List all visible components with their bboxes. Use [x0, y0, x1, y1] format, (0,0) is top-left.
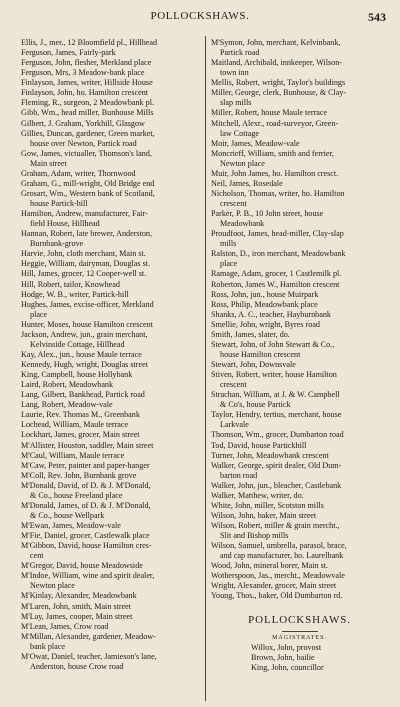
directory-entry: Taylor, Hendry, tertius, merchant, house [211, 410, 342, 420]
right-column-entries [211, 38, 388, 602]
directory-entry: White, John, miller, Scotston mills [211, 500, 324, 510]
directory-entry: M'Donald, James, of D. & J. M'Donald, [21, 500, 151, 510]
entry-continuation: Slit and Bishop mills [220, 531, 289, 541]
directory-entry: Turner, John, Meadowbank crescent [211, 450, 329, 460]
directory-entry: Ralston, D., iron merchant, Meadowbank [211, 249, 346, 259]
entry-continuation: Partick road [220, 48, 260, 58]
entry-continuation: and cap manufacturer, ho. Laurelbank [220, 551, 344, 561]
directory-entry: Smith, James, slater, do. [211, 329, 290, 339]
directory-entry: Smellie, John, wright, Byres road [211, 319, 320, 329]
directory-entry: Kay, Alex., jun., house Maule terrace [21, 349, 142, 359]
magistrate-entry: King, John, councillor [251, 662, 324, 672]
directory-entry: Ross, Philip, Meadowbank place [211, 299, 318, 309]
directory-entry: Stewart, John, of John Stewart & Co., [211, 339, 335, 349]
directory-entry: Ferguson, John, flesher, Merkland place [21, 58, 152, 68]
directory-entry: Muir, John James, ho. Hamilton cresct. [211, 168, 339, 178]
directory-entry: M'Lean, James, Crow road [21, 621, 109, 631]
entry-continuation: field House, Hillhead [30, 219, 100, 229]
directory-entry: Wotherspoon, Jas., mercht., Meadowvale [211, 571, 345, 581]
directory-entry: Hunter, Moses, house Hamilton crescent [21, 319, 153, 329]
directory-entry: Gilbert, J. Graham, Yorkhill, Glasgow [21, 118, 145, 128]
entry-continuation: place [220, 259, 238, 269]
entry-continuation: law Cottage [220, 128, 260, 138]
entry-continuation: Newton place [30, 581, 75, 591]
directory-entry: M'Allister, Houston, saddler, Main street [21, 440, 154, 450]
directory-entry: M'Ewan, James, Meadow-vale [21, 521, 121, 530]
left-column [21, 38, 201, 672]
entry-continuation: crescent [220, 199, 247, 208]
directory-entry: Proudfoot, James, head-miller, Clay-slap [211, 229, 344, 239]
directory-entry: Walker, Matthew, writer, do. [211, 490, 304, 500]
directory-entry: Thomson, Wm., grocer, Dumbarton road [211, 430, 344, 440]
directory-entry: Parker, P. B., 10 John street, house [211, 209, 324, 219]
directory-entry: Fleming, R., surgeon, 2 Meadowbank pl. [21, 98, 154, 108]
directory-entry: M'Laren, John, smith, Main street [21, 601, 132, 611]
directory-entry: Hill, James, grocer, 12 Cooper-well st. [21, 269, 147, 279]
directory-entry: Hannan, Robert, late brewer, Anderston, [21, 229, 152, 239]
entry-continuation: mills [220, 239, 237, 249]
section-title: POLLOCKSHAWS. [248, 613, 351, 626]
directory-entry: M'Caul, William, Maule terrace [21, 450, 125, 460]
column-divider [205, 36, 206, 701]
directory-entry: Mitchell, Alexr., road-surveyor, Green- [211, 118, 339, 128]
entry-continuation: Kelvinside Cottage, Hillhead [30, 339, 125, 349]
directory-entry: Young, Thos., baker, Old Dumbarton rd. [211, 591, 343, 601]
directory-entry: Lang, Robert, Meadow-vale [21, 400, 113, 410]
entry-continuation: Burnbank-grove [30, 239, 84, 249]
directory-entry: Lochead, William, Maule terrace [21, 420, 129, 430]
directory-entry: Hill, Robert, tailor, Knowhead [21, 279, 120, 289]
entry-continuation: bank place [30, 641, 65, 651]
entry-continuation: Newton place [220, 158, 265, 168]
entry-continuation: Larkvale [220, 420, 249, 430]
directory-entry: King, Campbell, house Hollybank [21, 370, 133, 380]
directory-entry: Laird, Robert, Meadowbank [21, 380, 114, 390]
directory-entry: Walker, George, spirit dealer, Old Dum- [211, 460, 342, 470]
directory-entry: Mellis, Robert, wright, Taylor's buildings [211, 78, 346, 88]
directory-entry: M'Millan, Alexander, gardener, Meadow- [21, 631, 156, 641]
directory-entry: Neil, James, Rosedale [211, 178, 283, 188]
directory-entry: M'Coll, Rev. John, Burnbank grove [21, 470, 137, 480]
directory-entry: Maitland, Archibald, innkeeper, Wilson- [211, 58, 342, 68]
directory-entry: Hughes, James, excise-officer, Merkland [21, 299, 154, 309]
directory-entry: Strachan, William, at J. & W. Campbell [211, 390, 340, 400]
directory-entry: Gow, James, victualler, Thomson's land, [21, 148, 152, 158]
directory-entry: Gibb, Wm., head miller, Bunhouse Mills [21, 108, 154, 118]
directory-entry: M'Lay, James, cooper, Main street [21, 611, 133, 621]
directory-entry: Finlayson, James, writer, Hillside House [21, 78, 153, 88]
entry-continuation: house Partick-hill [30, 199, 88, 208]
directory-entry: Stewart, John, Downsvale [211, 360, 296, 369]
directory-entry: Harvie, John, cloth merchant, Main st. [21, 249, 146, 259]
directory-entry: Heggie, William, dairyman, Douglas st. [21, 259, 151, 269]
right-column [211, 38, 388, 673]
directory-entry: Ramage, Adam, grocer, 1 Castlemilk pl. [211, 269, 342, 279]
directory-entry: Finlayson, John, ho. Hamilton crescent [21, 88, 149, 98]
entry-continuation: house over Newton, Partick road [30, 138, 137, 148]
directory-entry: Ross, John, jun., house Muirpark [211, 289, 319, 299]
directory-entry: M'Donald, David, of D. & J. M'Donald, [21, 480, 151, 490]
directory-entry: Roberton, James W., Hamilton crescent [211, 279, 340, 289]
directory-entry: Shanks, A. C., teacher, Hayburnbank [211, 309, 331, 319]
entry-continuation: cent [30, 551, 44, 561]
directory-entry: Wilson, Robert, miller & grain mercht., [211, 521, 340, 530]
page-header [0, 10, 400, 28]
directory-entry: Tod, David, house Partickhill [211, 440, 307, 450]
entry-continuation: Anderston, house Crow road [30, 661, 124, 671]
directory-entry: Miller, Robert, house Maule terrace [211, 108, 328, 118]
directory-entry: Ferguson, Mrs, 3 Meadow-bank place [21, 68, 145, 78]
pollockshaws-section [211, 614, 388, 673]
directory-entry: Hodge, W. B., writer, Partick-hill [21, 289, 129, 299]
directory-entry: Wright, Alexander, grocer, Main street [211, 581, 337, 591]
directory-entry: Ferguson, James, Fairly-park [21, 48, 116, 58]
section-rule [282, 631, 318, 632]
directory-entry: M'Kinlay, Alexander, Meadowbank [21, 591, 137, 601]
directory-entry: Kennedy, Hugh, wright, Douglas street [21, 360, 148, 369]
directory-entry: Lockhart, James, grocer, Main street [21, 430, 140, 440]
page-number: 543 [368, 10, 386, 24]
entry-continuation: house Hamilton crescent [220, 349, 301, 359]
directory-entry: Wilson, Samuel, umbrella, parasol, brace, [211, 541, 347, 551]
magistrate-entry: Brown, John, bailie [251, 652, 315, 662]
running-title: POLLOCKSHAWS. [150, 10, 250, 22]
directory-entry: Ellis, J., mer., 12 Bloomfield pl., Hillhead [21, 38, 158, 47]
directory-entry: Moncrieff, William, smith and ferrier, [211, 148, 334, 158]
directory-entry: Laurie, Rev. Thomas M., Greenbank [21, 410, 140, 420]
entry-continuation: town inn [220, 68, 249, 78]
entry-continuation: barton road [220, 470, 258, 480]
directory-entry: Gillies, Duncan, gardener, Green market, [21, 128, 155, 138]
directory-entry: M'Gregor, David, house Meadowside [21, 561, 143, 571]
directory-entry: M'Fie, Daniel, grocer, Castlewalk place [21, 531, 150, 541]
directory-entry: Wood, John, mineral borer, Main st. [211, 561, 329, 571]
directory-entry: Walker, John, jun., bleacher, Castlebank [211, 480, 342, 490]
entry-continuation: & Co., house Freeland place [30, 490, 123, 500]
directory-entry: M'Gibbon, David, house Hamilton cres- [21, 541, 152, 551]
entry-continuation: Meadowbank [220, 219, 265, 229]
entry-continuation: & Co's, house Partick [220, 400, 291, 410]
directory-entry: Stiven, Robert, writer, house Hamilton [211, 370, 337, 380]
directory-entry: Nicholson, Thomas, writer, ho. Hamilton [211, 188, 345, 198]
directory-entry: Wilson, John, baker, Main street [211, 510, 317, 520]
directory-entry: Graham, Adam, writer, Thornwood [21, 168, 136, 178]
entry-continuation: crescent [220, 380, 247, 390]
directory-entry: Moir, James, Meadow-vale [211, 138, 300, 148]
directory-entry: Grosart, Wm., Western bank of Scotland, [21, 188, 155, 198]
entry-continuation: place [30, 309, 48, 319]
officers-list [211, 643, 388, 673]
directory-entry: Jackson, Andrew, jun., grain merchant, [21, 329, 148, 339]
directory-entry: M'Owat, Daniel, teacher, Jamieson's lane, [21, 651, 157, 661]
entry-continuation: & Co., house Wellpark [30, 510, 105, 520]
entry-continuation: Main street [30, 158, 67, 168]
directory-entry: Hamilton, Andrew, manufacturer, Fair- [21, 209, 148, 219]
directory-entry: M'Indoe, William, wine and spirit dealer, [21, 571, 155, 581]
magistrate-entry: Willox, John, provost [251, 642, 322, 652]
directory-entry: M'Caw, Peter, painter and paper-hanger [21, 460, 150, 470]
directory-entry: Graham, G., mill-wright, Old Bridge end [21, 178, 155, 188]
directory-entry: Miller, George, clerk, Bunhouse, & Clay- [211, 88, 347, 98]
directory-entry: M'Symon, John, merchant, Kelvinbank, [211, 38, 341, 47]
entry-continuation: slap mills [220, 98, 252, 108]
directory-entry: Lang, Gilbert, Bankhead, Partick road [21, 390, 145, 400]
section-subtitle: MAGISTRATES. [272, 634, 327, 641]
